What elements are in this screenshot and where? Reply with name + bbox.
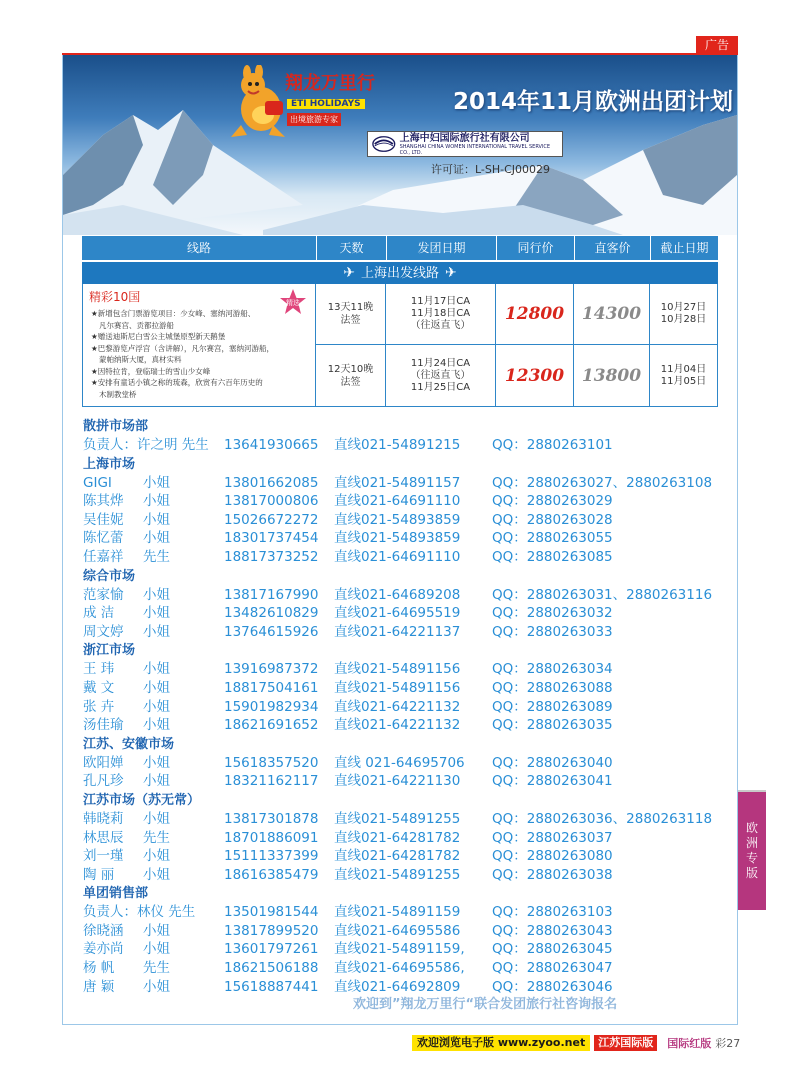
contact-phone: 18817373252 bbox=[224, 548, 319, 565]
contact-phone: 13817000806 bbox=[224, 493, 319, 510]
contact-row bbox=[83, 829, 733, 848]
banner bbox=[63, 55, 737, 235]
contact-qq: QQ：2880263085 bbox=[492, 548, 613, 565]
contact-phone: 18817504161 bbox=[224, 679, 319, 696]
route-group-title: 上海出发线路 bbox=[360, 266, 439, 281]
route-item: ★赠送迪斯尼白雪公主城堡原型新天鹅堡 bbox=[91, 332, 226, 341]
dates-cell: 11月24日CA （往返直飞） 11月25日CA bbox=[386, 345, 496, 406]
partner-name-english: SHANGHAI CHINA WOMEN INTERNATIONAL TRAVEL SERVICE CO., LTD. bbox=[399, 143, 551, 156]
contact-name: 刘一瑾 bbox=[83, 848, 124, 865]
contact-name: 杨 帆 bbox=[83, 960, 115, 977]
header-departure: 发团日期 bbox=[387, 236, 497, 260]
contact-name: 汤佳瑜 bbox=[83, 717, 124, 734]
airplane-icon: ✈ bbox=[445, 265, 457, 281]
contact-phone: 18701886091 bbox=[224, 829, 319, 846]
contact-qq: QQ：2880263080 bbox=[492, 848, 613, 865]
side-tab-char: 专 bbox=[745, 851, 758, 865]
badge-label: 精选 bbox=[286, 299, 300, 307]
section-title: 单团销售部 bbox=[83, 886, 149, 902]
contact-row bbox=[83, 548, 733, 567]
contact-phone: 18301737454 bbox=[224, 530, 319, 547]
contact-direct-line: 直线021-64695586 bbox=[334, 922, 461, 939]
section-side-tab bbox=[738, 790, 766, 910]
retail-price: 14300 bbox=[574, 284, 650, 344]
contact-phone: 15026672272 bbox=[224, 511, 319, 528]
contact-direct-line: 直线021-64695586, bbox=[334, 960, 465, 977]
contact-direct-line: 直线021-54891159, bbox=[334, 941, 465, 958]
contact-direct-line: 直线021-54893859 bbox=[334, 511, 461, 528]
contact-qq: QQ：2880263037 bbox=[492, 829, 613, 846]
contact-phone: 15111337399 bbox=[224, 848, 319, 865]
contact-phone: 13501981544 bbox=[224, 904, 319, 921]
contact-phone: 13482610829 bbox=[224, 605, 319, 622]
contact-qq: QQ：2880263101 bbox=[492, 437, 613, 453]
contact-row bbox=[83, 810, 733, 829]
contact-qq: QQ：2880263027、2880263108 bbox=[492, 474, 713, 491]
contact-title: 小姐 bbox=[143, 493, 170, 510]
contact-name: 成 洁 bbox=[83, 605, 115, 622]
section-title: 江苏、安徽市场 bbox=[83, 736, 175, 752]
page-number: 彩27 bbox=[715, 1037, 741, 1050]
contact-row bbox=[83, 511, 733, 530]
retail-price: 13800 bbox=[574, 345, 650, 406]
contact-title: 小姐 bbox=[143, 623, 170, 640]
contact-row bbox=[83, 922, 733, 941]
contact-name: 王 玮 bbox=[83, 661, 115, 678]
contact-phone: 18616385479 bbox=[224, 866, 319, 883]
contact-title: 小姐 bbox=[143, 586, 170, 603]
license-number: 许可证：L-SH-CJ00029 bbox=[431, 163, 551, 176]
peer-price: 12300 bbox=[496, 345, 574, 406]
contact-phone: 13764615926 bbox=[224, 623, 319, 640]
contact-name: 范家愉 bbox=[83, 586, 124, 603]
page-title: 2014年11月欧洲出团计划 bbox=[453, 89, 734, 115]
contact-name: 任嘉祥 bbox=[83, 548, 124, 565]
contact-qq: QQ：2880263035 bbox=[492, 717, 613, 734]
section-title: 上海市场 bbox=[83, 456, 136, 472]
contact-direct-line: 直线 021-64695706 bbox=[334, 754, 465, 771]
partner-name: 上海中妇国际旅行社有限公司 bbox=[399, 132, 530, 144]
contact-qq: QQ：2880263103 bbox=[492, 904, 613, 921]
contact-phone: 13817899520 bbox=[224, 922, 319, 939]
contact-title: 小姐 bbox=[143, 717, 170, 734]
contact-qq: QQ：2880263089 bbox=[492, 698, 613, 715]
contact-row bbox=[83, 903, 733, 922]
table-row bbox=[316, 284, 717, 345]
contact-qq: QQ：2880263046 bbox=[492, 978, 613, 995]
contact-direct-line: 直线021-54893859 bbox=[334, 530, 461, 547]
page-frame bbox=[62, 55, 738, 1025]
contact-name: 吴佳妮 bbox=[83, 511, 124, 528]
contact-phone: 13801662085 bbox=[224, 474, 319, 491]
contact-qq: QQ：2880263033 bbox=[492, 623, 613, 640]
header-deadline: 截止日期 bbox=[660, 241, 709, 255]
contact-row bbox=[83, 492, 733, 511]
tour-table bbox=[82, 236, 718, 407]
section-title: 综合市场 bbox=[83, 568, 136, 584]
route-item: 蒙帕纳斯大厦，真材实料 bbox=[99, 355, 182, 364]
contact-title: 先生 bbox=[143, 829, 170, 846]
route-item: ★安排有童话小镇之称的琉森，欣赏有六百年历史的 bbox=[91, 378, 263, 387]
contact-direct-line: 直线021-64689208 bbox=[334, 586, 461, 603]
contact-title: 小姐 bbox=[143, 661, 170, 678]
contact-phone: 13641930665 bbox=[224, 437, 319, 453]
contact-qq: QQ：2880263028 bbox=[492, 511, 613, 528]
contact-name: 张 卉 bbox=[83, 698, 115, 715]
table-body bbox=[82, 284, 718, 407]
contact-qq: QQ：2880263032 bbox=[492, 605, 613, 622]
days-cell: 12天10晚 法签 bbox=[316, 345, 386, 406]
contact-direct-line: 直线021-64691110 bbox=[334, 493, 461, 510]
contact-title: 小姐 bbox=[143, 605, 170, 622]
contact-name: 陶 丽 bbox=[83, 866, 115, 883]
side-tab-char: 洲 bbox=[745, 836, 758, 850]
section-title: 浙江市场 bbox=[83, 643, 136, 659]
deadline-cell: 10月27日 10月28日 bbox=[660, 302, 707, 325]
contact-qq: QQ：2880263034 bbox=[492, 661, 613, 678]
header-peer-price: 同行价 bbox=[497, 236, 575, 260]
contact-title: 小姐 bbox=[143, 773, 170, 790]
header-days: 天数 bbox=[317, 236, 387, 260]
table-row bbox=[316, 345, 717, 406]
contact-row bbox=[83, 604, 733, 623]
contact-name: 周文婷 bbox=[83, 623, 124, 640]
logo-name: 翔龙万里行 bbox=[285, 73, 375, 94]
contact-name: 徐晓涵 bbox=[83, 922, 124, 939]
contact-phone: 18621506188 bbox=[224, 960, 319, 977]
contact-direct-line: 直线021-64221132 bbox=[334, 698, 461, 715]
route-item: 木制教堂桥 bbox=[99, 389, 137, 399]
header-route: 线路 bbox=[82, 236, 317, 260]
contact-title: 小姐 bbox=[143, 679, 170, 696]
contact-qq: QQ：2880263088 bbox=[492, 679, 613, 696]
contact-qq: QQ：2880263029 bbox=[492, 493, 613, 510]
departures bbox=[316, 284, 717, 406]
contact-direct-line: 直线021-54891255 bbox=[334, 866, 461, 883]
route-item: ★巴黎游览卢浮宫（含讲解），凡尔赛宫，塞纳河游船， bbox=[91, 343, 274, 353]
contact-phone: 18621691652 bbox=[224, 717, 319, 734]
dates-cell: 11月17日CA 11月18日CA （往返直飞） bbox=[386, 284, 496, 344]
contact-title: 小姐 bbox=[143, 922, 170, 939]
contact-direct-line: 直线021-64221137 bbox=[334, 623, 461, 640]
slogan: 欢迎到”翔龙万里行“联合发团旅行社咨询报名 bbox=[353, 997, 618, 1012]
route-cell bbox=[83, 284, 316, 406]
contact-row bbox=[83, 586, 733, 605]
route-item: ★新增包含门票游览项目：少女峰、塞纳河游船、 bbox=[91, 309, 256, 318]
contact-title: 小姐 bbox=[143, 978, 170, 995]
contact-row bbox=[83, 660, 733, 679]
contact-qq: QQ：2880263036、2880263118 bbox=[492, 810, 713, 827]
contact-name: 欧阳婵 bbox=[83, 754, 124, 771]
contact-title: 小姐 bbox=[143, 810, 170, 827]
contact-list bbox=[83, 417, 733, 996]
contact-direct-line: 直线021-54891157 bbox=[334, 474, 461, 491]
deadline-cell: 11月04日 11月05日 bbox=[660, 363, 707, 387]
contact-direct-line: 直线021-64691110 bbox=[334, 548, 461, 565]
contact-title: 小姐 bbox=[143, 530, 170, 547]
contact-name: 陈其烨 bbox=[83, 493, 124, 510]
route-group-header bbox=[82, 262, 718, 284]
featured-star-badge bbox=[279, 288, 307, 316]
table-header bbox=[82, 236, 718, 260]
partner-emblem-icon bbox=[372, 135, 396, 153]
contact-name: 姜亦尚 bbox=[83, 941, 124, 958]
contact-phone: 13817167990 bbox=[224, 586, 319, 603]
contact-title: 先生 bbox=[143, 548, 170, 565]
side-tab-char: 版 bbox=[745, 866, 758, 880]
contact-qq: QQ：2880263055 bbox=[492, 530, 613, 547]
section-title: 散拼市场部 bbox=[83, 419, 149, 434]
partner-logo-box bbox=[367, 131, 563, 157]
edition-name: 国际红版 bbox=[667, 1037, 712, 1050]
contact-qq: QQ：2880263045 bbox=[492, 941, 613, 958]
section-title: 江苏市场（苏无常） bbox=[83, 792, 201, 808]
contact-name: 负责人：许之明 先生 bbox=[83, 437, 209, 453]
contact-direct-line: 直线021-54891156 bbox=[334, 661, 461, 678]
contact-row bbox=[83, 754, 733, 773]
contact-name: 孔凡珍 bbox=[83, 773, 124, 790]
contact-qq: QQ：2880263041 bbox=[492, 773, 613, 790]
contact-direct-line: 直线021-54891255 bbox=[334, 810, 461, 827]
contact-direct-line: 直线021-54891156 bbox=[334, 679, 461, 696]
contact-direct-line: 直线021-64695519 bbox=[334, 605, 461, 622]
contact-row bbox=[83, 959, 733, 978]
contact-phone: 15618357520 bbox=[224, 754, 319, 771]
contact-title: 小姐 bbox=[143, 474, 170, 491]
airplane-icon: ✈ bbox=[343, 265, 355, 281]
contact-phone: 18321162117 bbox=[224, 773, 319, 790]
contact-direct-line: 直线021-64221132 bbox=[334, 717, 461, 734]
contact-row bbox=[83, 940, 733, 959]
contact-name: 唐 颖 bbox=[83, 978, 115, 995]
contact-row bbox=[83, 716, 733, 735]
contact-phone: 15618887441 bbox=[224, 978, 319, 995]
contact-qq: QQ：2880263031、2880263116 bbox=[492, 586, 713, 603]
peer-price: 12800 bbox=[496, 284, 574, 344]
logo-tagline: 出境旅游专家 bbox=[287, 113, 341, 126]
contact-row bbox=[83, 866, 733, 885]
contact-qq: QQ：2880263047 bbox=[492, 960, 613, 977]
header-retail-price: 直客价 bbox=[575, 236, 651, 260]
contact-qq: QQ：2880263038 bbox=[492, 866, 613, 883]
contact-name: 负责人：林仪 先生 bbox=[83, 904, 196, 921]
contact-title: 先生 bbox=[143, 960, 170, 977]
logo-english: ETI HOLIDAYS bbox=[287, 99, 365, 109]
contact-title: 小姐 bbox=[143, 754, 170, 771]
route-name: 精彩10国 bbox=[89, 290, 141, 304]
contact-qq: QQ：2880263043 bbox=[492, 922, 613, 939]
contact-direct-line: 直线021-64281782 bbox=[334, 829, 461, 846]
contact-name: 林思辰 bbox=[83, 829, 124, 846]
contact-title: 小姐 bbox=[143, 698, 170, 715]
edition-badge: 江苏国际版 bbox=[594, 1035, 657, 1051]
contact-row bbox=[83, 847, 733, 866]
days-cell: 13天11晚 法签 bbox=[316, 284, 386, 344]
contact-row bbox=[83, 772, 733, 791]
side-tab-char: 欧 bbox=[745, 821, 758, 835]
contact-phone: 13817301878 bbox=[224, 810, 319, 827]
contact-title: 小姐 bbox=[143, 848, 170, 865]
contact-direct-line: 直线021-64692809 bbox=[334, 978, 461, 995]
ad-tag: 广告 bbox=[696, 36, 738, 54]
contact-title: 小姐 bbox=[143, 511, 170, 528]
contact-name: 戴 文 bbox=[83, 679, 115, 696]
contact-row bbox=[83, 698, 733, 717]
contact-phone: 13601797261 bbox=[224, 941, 319, 958]
contact-title: 小姐 bbox=[143, 941, 170, 958]
contact-direct-line: 直线021-64221130 bbox=[334, 773, 461, 790]
contact-title: 小姐 bbox=[143, 866, 170, 883]
contact-name: 陈忆蕾 bbox=[83, 530, 124, 547]
route-item: ★因特拉肯，登临瑞士的雪山少女峰 bbox=[91, 366, 211, 376]
contact-row bbox=[83, 529, 733, 548]
contact-qq: QQ：2880263040 bbox=[492, 754, 613, 771]
bottom-bar bbox=[412, 1035, 740, 1051]
contact-direct-line: 直线021-54891215 bbox=[334, 437, 461, 453]
contact-direct-line: 直线021-54891159 bbox=[334, 904, 461, 921]
contact-name: 韩晓莉 bbox=[83, 810, 124, 827]
website-link[interactable]: 欢迎浏览电子版 www.zyoo.net bbox=[412, 1035, 590, 1051]
contact-phone: 15901982934 bbox=[224, 698, 319, 715]
contact-row bbox=[83, 474, 733, 493]
route-item: 凡尔赛宫、贡都拉游船 bbox=[99, 320, 174, 330]
contact-row bbox=[83, 436, 733, 455]
contact-direct-line: 直线021-64281782 bbox=[334, 848, 461, 865]
contact-row bbox=[83, 623, 733, 642]
contact-name: GIGI bbox=[83, 474, 112, 491]
contact-row bbox=[83, 679, 733, 698]
contact-phone: 13916987372 bbox=[224, 661, 319, 678]
